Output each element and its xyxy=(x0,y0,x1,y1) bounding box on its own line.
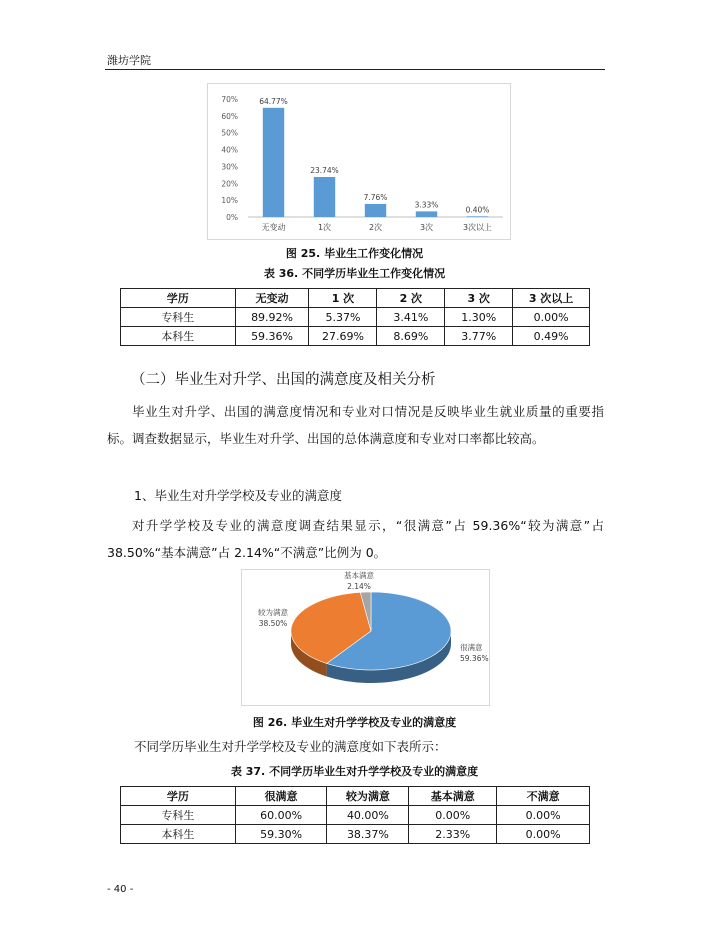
bar xyxy=(314,177,335,217)
bar xyxy=(263,108,284,217)
table-header-cell: 1 次 xyxy=(309,289,377,308)
table-cell: 2.33% xyxy=(409,825,497,844)
table-cell: 5.37% xyxy=(309,308,377,327)
table36 xyxy=(120,288,590,346)
table-cell: 0.00% xyxy=(497,825,590,844)
table-cell: 59.36% xyxy=(235,327,309,346)
y-tick-label: 10% xyxy=(221,196,238,206)
pie-value-label: 2.14% xyxy=(347,582,371,591)
section-title: （二）毕业生对升学、出国的满意度及相关分析 xyxy=(131,372,436,388)
x-tick-label: 3次以上 xyxy=(462,223,493,232)
table37-header-row xyxy=(121,787,590,806)
table-header-cell: 学历 xyxy=(121,787,236,806)
table-header-cell: 学历 xyxy=(121,289,236,308)
table-header-cell: 很满意 xyxy=(235,787,327,806)
table-cell: 0.00% xyxy=(497,806,590,825)
bar xyxy=(365,204,386,217)
table-cell: 0.00% xyxy=(409,806,497,825)
table-cell: 本科生 xyxy=(121,825,236,844)
table-header-cell: 无变动 xyxy=(235,289,309,308)
figure26-caption: 图 26. 毕业生对升学学校及专业的满意度 xyxy=(252,716,457,729)
section-intro-paragraph: 毕业生对升学、出国的满意度情况和专业对口情况是反映毕业生就业质量的重要指标。调查数据显示，毕业生对升学、出国的总体满意度和专业对口率都比较高。 xyxy=(107,404,604,446)
y-tick-label: 0% xyxy=(226,213,238,222)
pie-value-label: 38.50% xyxy=(258,619,288,628)
table-cell: 59.30% xyxy=(235,825,327,844)
y-tick-label: 50% xyxy=(221,128,238,138)
bar-chart-frame xyxy=(207,83,511,240)
table-cell: 38.37% xyxy=(327,825,409,844)
header-divider xyxy=(105,69,605,70)
header-title: 潍坊学院 xyxy=(107,54,151,67)
bar xyxy=(467,216,488,217)
figure25-caption: 图 25. 毕业生工作变化情况 xyxy=(285,247,424,260)
pie-chart xyxy=(242,570,489,705)
table-header-cell: 3 次 xyxy=(445,289,513,308)
table-row xyxy=(121,327,590,346)
table37-intro: 不同学历毕业生对升学学校及专业的满意度如下表所示： xyxy=(134,739,447,754)
table-header-cell: 3 次以上 xyxy=(513,289,590,308)
table-cell: 60.00% xyxy=(235,806,327,825)
table-row xyxy=(121,308,590,327)
bar xyxy=(416,211,437,217)
result-paragraph: 对升学学校及专业的满意度调查结果显示，“很满意”占 59.36%“较为满意”占 38.50%“基本满意”占 2.14%“不满意”比例为 0。 xyxy=(107,518,604,560)
data-label: 23.74% xyxy=(310,165,339,175)
data-label: 7.76% xyxy=(363,192,388,202)
table-cell: 0.00% xyxy=(513,308,590,327)
y-tick-label: 20% xyxy=(221,179,238,189)
table-cell: 3.77% xyxy=(445,327,513,346)
table-cell: 专科生 xyxy=(121,308,236,327)
data-label: 3.33% xyxy=(414,200,439,210)
table37-caption: 表 37. 不同学历毕业生对升学学校及专业的满意度 xyxy=(230,765,479,778)
x-tick-label: 无变动 xyxy=(261,223,286,232)
table-cell: 专科生 xyxy=(121,806,236,825)
table-cell: 40.00% xyxy=(327,806,409,825)
y-tick-label: 40% xyxy=(221,145,238,155)
table36-header-row xyxy=(121,289,590,308)
table-cell: 3.41% xyxy=(377,308,445,327)
data-label: 0.40% xyxy=(465,205,490,215)
page-number: - 40 - xyxy=(107,884,134,895)
y-tick-label: 70% xyxy=(221,95,238,104)
y-tick-label: 60% xyxy=(221,111,238,121)
table-header-cell: 2 次 xyxy=(377,289,445,308)
pie-label: 基本满意 xyxy=(344,571,374,580)
table-header-cell: 基本满意 xyxy=(409,787,497,806)
table-cell: 89.92% xyxy=(235,308,309,327)
pie-label: 很满意 xyxy=(460,643,483,652)
bar-chart xyxy=(208,84,510,239)
table-row xyxy=(121,806,590,825)
table-header-cell: 不满意 xyxy=(497,787,590,806)
pie-value-label: 59.36% xyxy=(460,654,489,663)
subsection-title: 1、毕业生对升学学校及专业的满意度 xyxy=(134,488,342,503)
pie-chart-frame xyxy=(241,569,490,706)
table-cell: 0.49% xyxy=(513,327,590,346)
table-cell: 8.69% xyxy=(377,327,445,346)
table-cell: 本科生 xyxy=(121,327,236,346)
x-tick-label: 1次 xyxy=(317,223,332,232)
x-tick-label: 3次 xyxy=(419,223,434,232)
pie-label: 较为满意 xyxy=(258,608,288,617)
table37 xyxy=(120,786,590,844)
data-label: 64.77% xyxy=(259,96,288,106)
table-row xyxy=(121,825,590,844)
y-tick-label: 30% xyxy=(221,162,238,172)
table-cell: 27.69% xyxy=(309,327,377,346)
table-header-cell: 较为满意 xyxy=(327,787,409,806)
x-tick-label: 2次 xyxy=(368,223,383,232)
table-cell: 1.30% xyxy=(445,308,513,327)
table36-caption: 表 36. 不同学历毕业生工作变化情况 xyxy=(263,267,446,280)
